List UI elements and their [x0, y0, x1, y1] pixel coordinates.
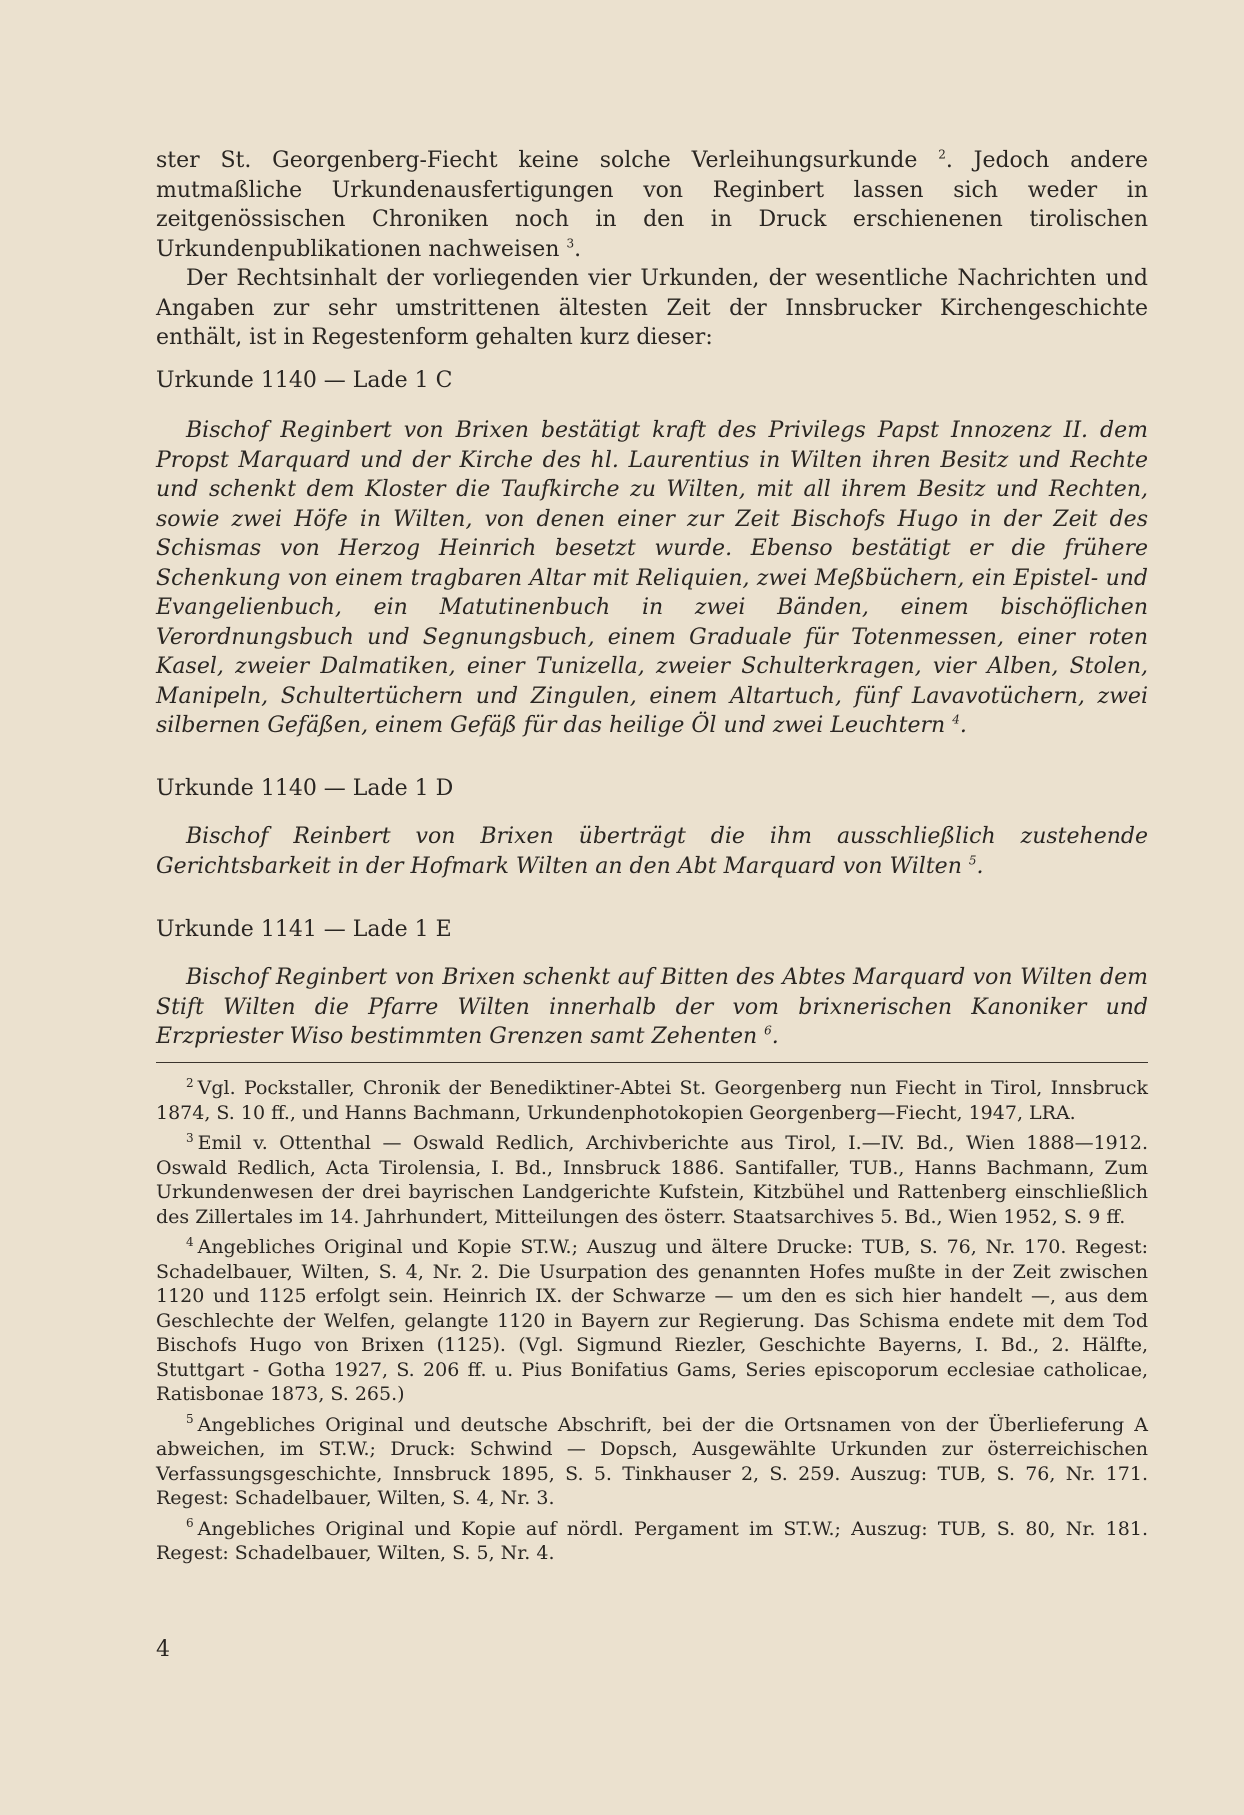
regest-text: Bischof Reginbert von Brixen schenkt auf Bitten des Abtes Marquard von Wilten dem Stift Wilten die Pfarre Wilten innerhalb der vom brixnerischen Kanoniker und Erzpriester Wiso bestimmten Grenzen samt Zehenten $^6$. [156, 965, 1148, 1049]
footnote-ref: 4 [952, 712, 960, 727]
page-number: 4 [156, 1637, 170, 1662]
footnotes [156, 1076, 1148, 1572]
footnote-ref: 2 [938, 147, 946, 162]
footnote: $^2$ Vgl. Pockstaller, Chronik der Benediktiner-Abtei St. Georgenberg nun Fiecht in Tirol, Innsbruck 1874, S. 10 ff., und Hanns Bachmann, Urkundenphotokopien Georgenberg—Fiecht, 1947, LRA. [156, 1075, 1148, 1124]
document-heading: Urkunde 1140 — Lade 1 C [156, 368, 453, 393]
document-entry-1 [156, 366, 1148, 396]
regest-text: Bischof Reginbert von Brixen bestätigt kraft des Privilegs Papst Innozenz II. dem Propst Marquard und der Kirche des hl. Laurentius in Wilten ihren Besitz und Rechte und schenkt dem Kloster die Taufkirche zu Wilten, mit all ihrem Besitz und Rechten, sowie zwei Höfe in Wilten, von denen einer zur Zeit Bischofs Hugo in der Zeit des Schismas von Herzog Heinrich besetzt wurde. Ebenso bestätigt er die frühere Schenkung von einem tragbaren Altar mit Reliquien, zwei Meßbüchern, ein Epistel- und Evangelienbuch, ein Matutinenbuch in zwei Bänden, einem bischöflichen Verordnungsbuch und Segnungsbuch, einem Graduale für Totenmessen, einer roten Kasel, zweier Dalmatiken, einer Tunizella, zweier Schulterkragen, vier Alben, Stolen, Manipeln, Schultertüchern und Zingulen, einem Altartuch, fünf Lavavotüchern, zwei silbernen Gefäßen, einem Gefäß für das heilige Öl und zwei Leuchtern $^4$. [156, 418, 1148, 738]
footnote: $^3$ Emil v. Ottenthal — Oswald Redlich, Archivberichte aus Tirol, I.—IV. Bd., Wien 1888—1912. Oswald Redlich, Acta Tirolensia, I. Bd., Innsbruck 1886. Santifaller, TUB., Hanns Bachmann, Zum Urkundenwesen der drei bayrischen Landgerichte Kufstein, Kitzbühel und Rattenberg einschließlich des Zillertales im 14. Jahrhundert, Mitteilungen des österr. Staatsarchives 5. Bd., Wien 1952, S. 9 ff. [156, 1130, 1148, 1228]
footnote-divider [156, 1062, 1148, 1063]
footnote-ref: 6 [764, 1023, 772, 1038]
document-entry-3 [156, 915, 1148, 945]
footnote: $^4$ Angebliches Original und Kopie ST.W.; Auszug und ältere Drucke: TUB, S. 76, Nr. 170. Regest: Schadelbauer, Wilten, S. 4, Nr. 2. Die Usurpation des genannten Hofes mußte in der Zeit zwischen 1120 und 1125 erfolgt sein. Heinrich IX. der Schwarze — um den es sich hier handelt —, aus dem Geschlechte der Welfen, gelangte 1120 in Bayern zur Regierung. Das Schisma endete mit dem Tod Bischofs Hugo von Brixen (1125). (Vgl. Sigmund Riezler, Geschichte Bayerns, I. Bd., 2. Hälfte, Stuttgart - Gotha 1927, S. 206 ff. u. Pius Bonifatius Gams, Series episcoporum ecclesiae catholicae, Ratisbonae 1873, S. 265.) [156, 1234, 1148, 1405]
document-regest-2 [156, 822, 1148, 881]
intro-section [156, 146, 1148, 353]
intro-paragraph-1: ster St. Georgenberg-Fiecht keine solche Verleihungsurkunde $^2$. Jedoch andere mutmaßliche Urkundenausfertigungen von Reginbert lassen sich weder in zeitgenössischen Chroniken noch in den in Druck erschienenen tirolischen Urkundenpublikationen nachweisen $^3$. [156, 147, 1148, 262]
intro-paragraph-2: Der Rechtsinhalt der vorliegenden vier Urkunden, der wesentliche Nachrichten und Angaben zur sehr umstrittenen ältesten Zeit der Innsbrucker Kirchengeschichte enthält, ist in Regestenform gehalten kurz dieser: [156, 266, 1148, 350]
document-entry-2 [156, 774, 1148, 804]
footnote-ref: 5 [968, 853, 977, 868]
footnote: $^6$ Angebliches Original und Kopie auf nördl. Pergament im ST.W.; Auszug: TUB, S. 80, Nr. 181. Regest: Schadelbauer, Wilten, S. 5, Nr. 4. [156, 1516, 1148, 1564]
footnote: $^5$ Angebliches Original und deutsche Abschrift, bei der die Ortsnamen von der Überlieferung A abweichen, im ST.W.; Druck: Schwind — Dopsch, Ausgewählte Urkunden zur österreichischen Verfassungsgeschichte, Innsbruck 1895, S. 5. Tinkhauser 2, S. 259. Auszug: TUB, S. 76, Nr. 171. Regest: Schadelbauer, Wilten, S. 4, Nr. 3. [156, 1412, 1148, 1509]
document-regest-1 [156, 416, 1148, 741]
regest-text: Bischof Reinbert von Brixen überträgt die ihm ausschließlich zustehende Gerichtsbarkeit in der Hofmark Wilten an den Abt Marquard von Wilten $^5$. [156, 824, 1148, 879]
document-heading: Urkunde 1140 — Lade 1 D [156, 776, 454, 801]
footnote-ref: 3 [566, 236, 575, 251]
document-heading: Urkunde 1141 — Lade 1 E [156, 917, 452, 942]
document-regest-3 [156, 963, 1148, 1052]
